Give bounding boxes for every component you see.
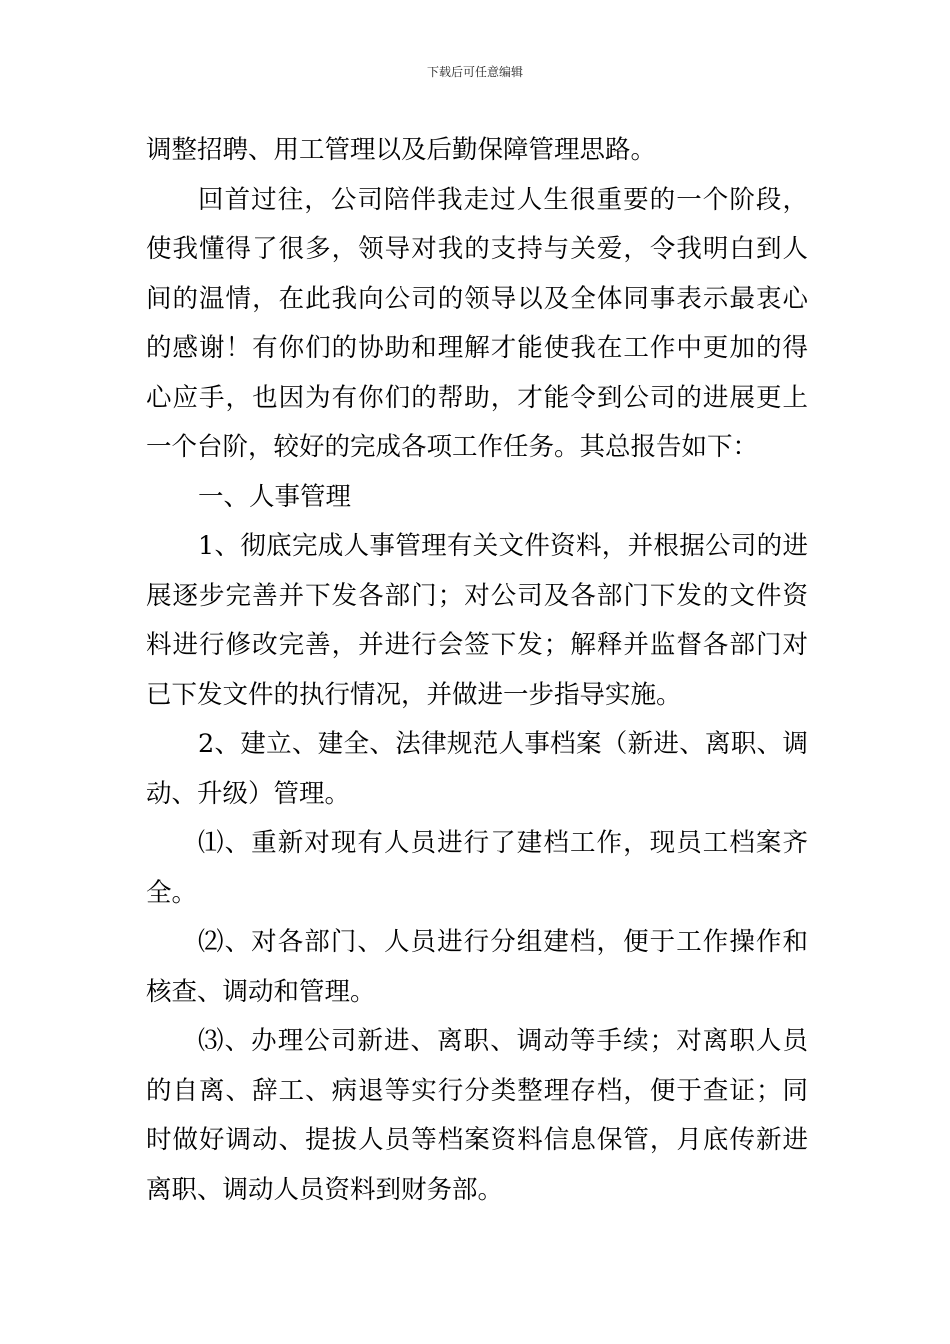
paragraph-1: 调整招聘、用工管理以及后勤保障管理思路。 — [146, 135, 657, 165]
paragraph-subitem-3: ⑶、办理公司新进、离职、调动等手续；对离职人员的自离、辞工、病退等实行分类整理存档，便于查证；同时做好调动、提拔人员等档案资料信息保管，月底传新进离职、调动人员资料到财务部。 — [146, 1026, 808, 1205]
document-body — [146, 126, 808, 1215]
paragraph-subitem-2: ⑵、对各部门、人员进行分组建档，便于工作操作和核查、调动和管理。 — [146, 927, 808, 1007]
paragraph-item-1: 1、彻底完成人事管理有关文件资料，并根据公司的进展逐步完善并下发各部门；对公司及各部门下发的文件资料进行修改完善，并进行会签下发；解释并监督各部门对已下发文件的执行情况，并做进一步指导实施。 — [146, 531, 808, 710]
paragraph-2: 回首过往，公司陪伴我走过人生很重要的一个阶段，使我懂得了很多，领导对我的支持与关爱，令我明白到人间的温情，在此我向公司的领导以及全体同事表示最衷心的感谢！有你们的协助和理解才能使我在工作中更加的得心应手，也因为有你们的帮助，才能令到公司的进展更上一个台阶，较好的完成各项工作任务。其总报告如下： — [146, 184, 808, 462]
section-heading-personnel: 一、人事管理 — [198, 481, 352, 512]
paragraph-subitem-1: ⑴、重新对现有人员进行了建档工作，现员工档案齐全。 — [146, 828, 808, 908]
page-header: 下载后可任意编辑 — [426, 65, 523, 79]
paragraph-item-2: 2、建立、建全、法律规范人事档案（新进、离职、调动、升级）管理。 — [146, 729, 808, 809]
